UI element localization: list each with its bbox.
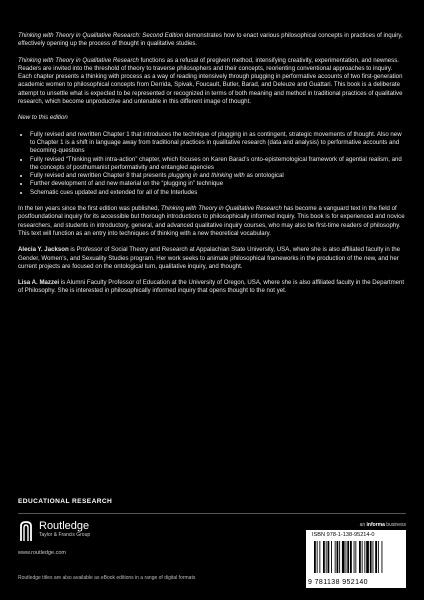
list-item-italic: plugging in — [168, 172, 198, 180]
divider — [18, 513, 406, 514]
publisher-group: Taylor & Francis Group — [39, 532, 91, 538]
list-item: • Further development of and new material on the “plugging in” technique — [30, 180, 406, 188]
book-title-italic: Thinking with Theory in Qualitative Research: Second Edition — [18, 32, 184, 39]
book-title-italic: Thinking with Theory in Qualitative Research — [160, 205, 282, 213]
intro-paragraph — [18, 32, 406, 49]
routledge-logo-icon — [18, 520, 34, 542]
paragraph-text: In the ten years since the first edition was published, — [18, 205, 161, 213]
anniversary-paragraph — [18, 205, 406, 238]
author-bio-mazzei — [18, 279, 406, 296]
isbn-label: ISBN 978-1-138-95214-0 — [312, 532, 375, 538]
subject-category: EDUCATIONAL RESEARCH — [18, 498, 113, 505]
informa-tagline — [360, 522, 406, 528]
paragraph-text: has become a vanguard text in the field of postfoundational inquiry for its accessible but thorough introductions to philosophically informed inquiry. This book is for experienced and novice researchers, and students in introductory, general, and advanced qualitative inquiry courses, who may also be first-time readers of philosophy. This text will function as an entry into techniques of thinking with a new theoretical vocabulary. — [18, 205, 405, 237]
publisher-url[interactable]: www.routledge.com — [18, 550, 66, 556]
description-text: functions as a refusal of pregiven method, intensifying creativity, experimentation, and newness. Readers are invited into the threshold of theory to traverse philosophers and their concepts, reorienting conventional approaches to inquiry. Each chapter presents a thinking with process as a way of reading intensively through plugging in performative accounts of two first-generation academic women to philosophical concepts from Derrida, Spivak, Foucault, Butler, Barad, and Deleuze and Guattari. This book is a deliberate attempt to unsettle what is expected to be represented or recognized in terms of both meaning and method in traditional practices of qualitative research, which become unproductive and untenable in this different image of thought. — [18, 56, 403, 106]
list-item: • Fully revised and rewritten Chapter 1 that introduces the technique of plugging in as contingent, strategic movements of thought. Also new to Chapter 1 is a shift in language away from traditional practices in qualitative research (data and analysis) to performative accounts and becoming-questions — [30, 131, 406, 156]
list-item: • Schematic cues updated and extended for all of the Interludes — [30, 189, 406, 197]
new-edition-heading: New to this edition — [18, 114, 68, 122]
publisher-name: Routledge — [39, 520, 90, 532]
author-bio-jackson — [18, 246, 406, 271]
list-item: • Fully revised “Thinking with intra-action” chapter, which focuses on Karen Barad’s onto-epistemological framework of agential realism, and the concepts of posthumanist performativity and entangled agencies — [30, 156, 406, 173]
list-item-text: and — [197, 172, 212, 180]
informa-text: business — [384, 522, 406, 528]
barcode-bars — [314, 541, 400, 573]
informa-text: an — [359, 522, 367, 528]
author-name: Alecia Y. Jackson — [18, 246, 69, 254]
publisher-logo — [18, 520, 90, 542]
author-name: Lisa A. Mazzei — [18, 279, 60, 287]
barcode — [306, 530, 406, 588]
informa-brand: informa — [366, 522, 385, 528]
intro-text: demonstrates how to enact various philosophical concepts in practices of inquiry, effectively opening up the process of thought in qualitative studies. — [18, 32, 403, 48]
description-paragraph — [18, 57, 406, 107]
new-edition-list — [18, 131, 406, 197]
barcode-number: 9 781138 952140 — [308, 579, 368, 586]
list-item-text: as ontological — [244, 172, 284, 180]
ebook-note: Routledge titles are also available as eBook editions in a range of digital formats — [18, 575, 196, 581]
list-item — [30, 172, 406, 180]
blurb-column — [18, 32, 406, 304]
list-item-text: Fully revised and rewritten Chapter 8 that presents — [30, 172, 169, 180]
list-item-italic: thinking with — [211, 172, 245, 180]
author-bio-text: is Professor of Social Theory and Research at Appalachian State University, USA, where she is also affiliated faculty in the Gender, Women’s, and Sexuality Studies program. Her work seeks to animate philosophical frameworks in the production of the new, and her current projects are focused on the ontological turn, qualitative inquiry, and thought. — [18, 246, 400, 270]
author-bio-text: is Alumni Faculty Professor of Education at the University of Oregon, USA, where she is also affiliated faculty in the Department of Philosophy. She is interested in philosophically informed inquiry that opens thought to the not yet. — [18, 279, 405, 295]
book-title-italic: Thinking with Theory in Qualitative Research — [18, 56, 139, 64]
